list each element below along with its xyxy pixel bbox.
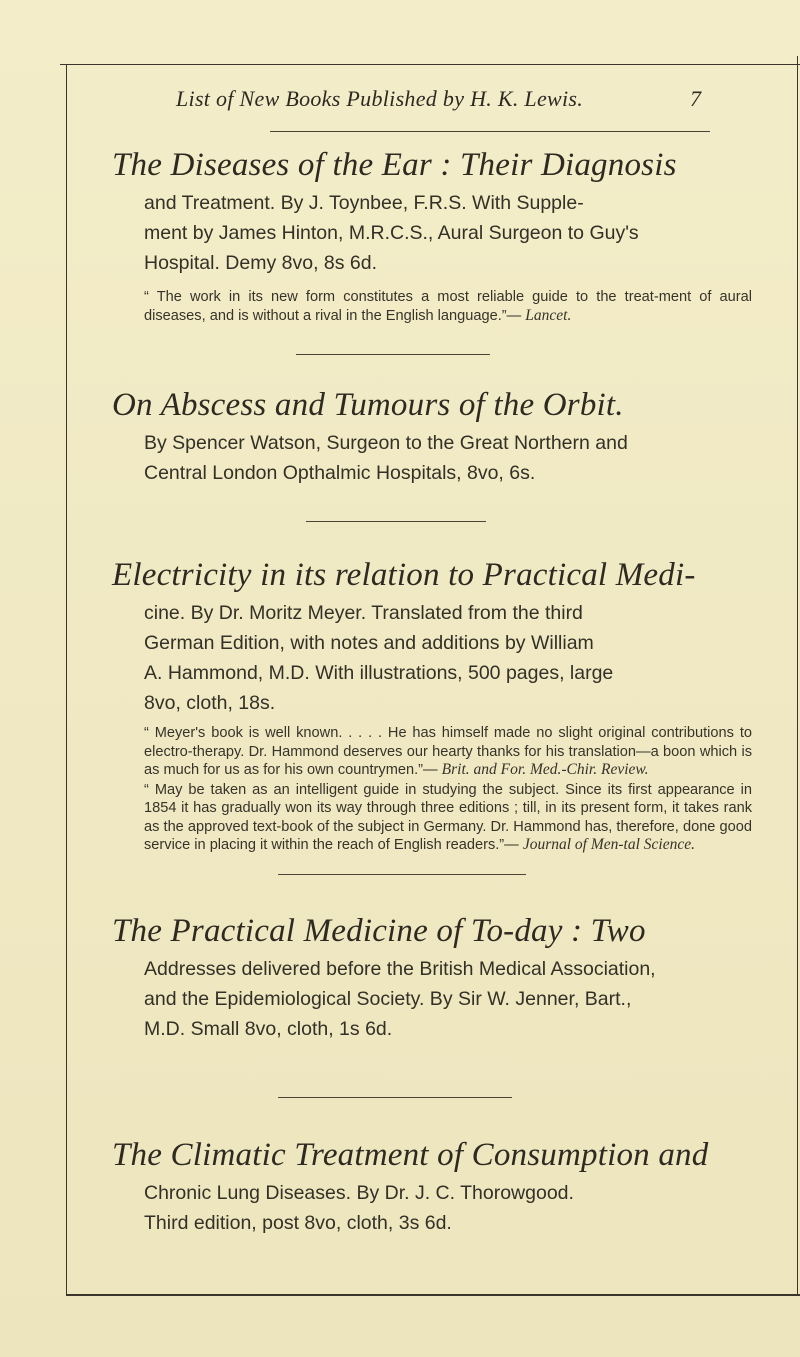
review-quote	[144, 724, 752, 780]
review-quote	[144, 781, 752, 855]
review-quote	[144, 288, 752, 325]
description-line: ment by James Hinton, M.R.C.S., Aural Surgeon to Guy's	[144, 222, 639, 244]
book-entry-consumption	[112, 1136, 752, 1238]
section-divider	[278, 1097, 512, 1098]
description-line: cine. By Dr. Moritz Meyer. Translated from the third	[144, 602, 583, 624]
book-title: The Diseases of the Ear : Their Diagnosis	[112, 147, 677, 183]
book-description	[144, 188, 752, 278]
page-number: 7	[690, 86, 701, 111]
book-description	[144, 1178, 752, 1238]
running-head: List of New Books Published by H. K. Lewis.	[176, 86, 584, 111]
book-description	[144, 598, 752, 718]
description-line: By Spencer Watson, Surgeon to the Great Northern and	[144, 432, 628, 454]
description-line: A. Hammond, M.D. With illustrations, 500 pages, large	[144, 662, 614, 684]
description-line: Addresses delivered before the British Medical Association,	[144, 958, 656, 980]
book-entry-orbit	[112, 386, 752, 488]
section-divider	[306, 521, 486, 522]
description-line: M.D. Small 8vo, cloth, 1s 6d.	[144, 1018, 393, 1040]
book-description	[144, 428, 752, 488]
review-source: Journal of Men-tal Science.	[522, 836, 695, 853]
book-description	[144, 954, 752, 1044]
description-line: and the Epidemiological Society. By Sir W. Jenner, Bart.,	[144, 988, 632, 1010]
frame-rule-left	[66, 64, 67, 1294]
description-line: Hospital. Demy 8vo, 8s 6d.	[144, 252, 378, 274]
book-entry-practical-medicine	[112, 912, 752, 1044]
description-line: German Edition, with notes and additions by William	[144, 632, 594, 654]
book-title: The Practical Medicine of To-day : Two	[112, 913, 646, 949]
review-source: Brit. and For. Med.-Chir. Review.	[441, 761, 649, 778]
book-title: Electricity in its relation to Practical Medi-	[112, 557, 696, 593]
book-entry-electricity	[112, 556, 752, 855]
section-divider	[296, 354, 490, 355]
book-title: On Abscess and Tumours of the Orbit.	[112, 387, 624, 423]
frame-rule-top	[60, 64, 800, 65]
review-text: “ The work in its new form constitutes a most reliable guide to the treat-ment of aural diseases, and is without a rival in the English language.”—	[144, 289, 752, 324]
review-source: Lancet.	[525, 306, 572, 324]
frame-rule-right	[797, 56, 798, 1296]
description-line: Third edition, post 8vo, cloth, 3s 6d.	[144, 1212, 452, 1234]
frame-rule-bottom	[66, 1294, 800, 1296]
description-line: Chronic Lung Diseases. By Dr. J. C. Thorowgood.	[144, 1182, 574, 1204]
review-text: “ May be taken as an intelligent guide in studying the subject. Since its first appearance in 1854 it has gradually won its way through three editions ; till, in its present form, it takes rank as the approved text-book of the subject in Germany. Dr. Hammond has, therefore, done good service in placing it within the reach of English readers.”—	[144, 781, 752, 853]
book-title: The Climatic Treatment of Consumption and	[112, 1137, 709, 1173]
review-text: “ Meyer's book is well known. . . . . He has himself made no slight original contributions to electro-therapy. Dr. Hammond deserves our hearty thanks for his translation—a boon which is as much for us as for his own countrymen.”—	[144, 725, 752, 778]
section-divider	[278, 874, 526, 875]
header-rule	[270, 131, 710, 132]
description-line: and Treatment. By J. Toynbee, F.R.S. With Supple-	[144, 192, 584, 214]
description-line: Central London Opthalmic Hospitals, 8vo, 6s.	[144, 462, 536, 484]
description-line: 8vo, cloth, 18s.	[144, 692, 276, 714]
book-entry-ear-diseases	[112, 146, 752, 325]
